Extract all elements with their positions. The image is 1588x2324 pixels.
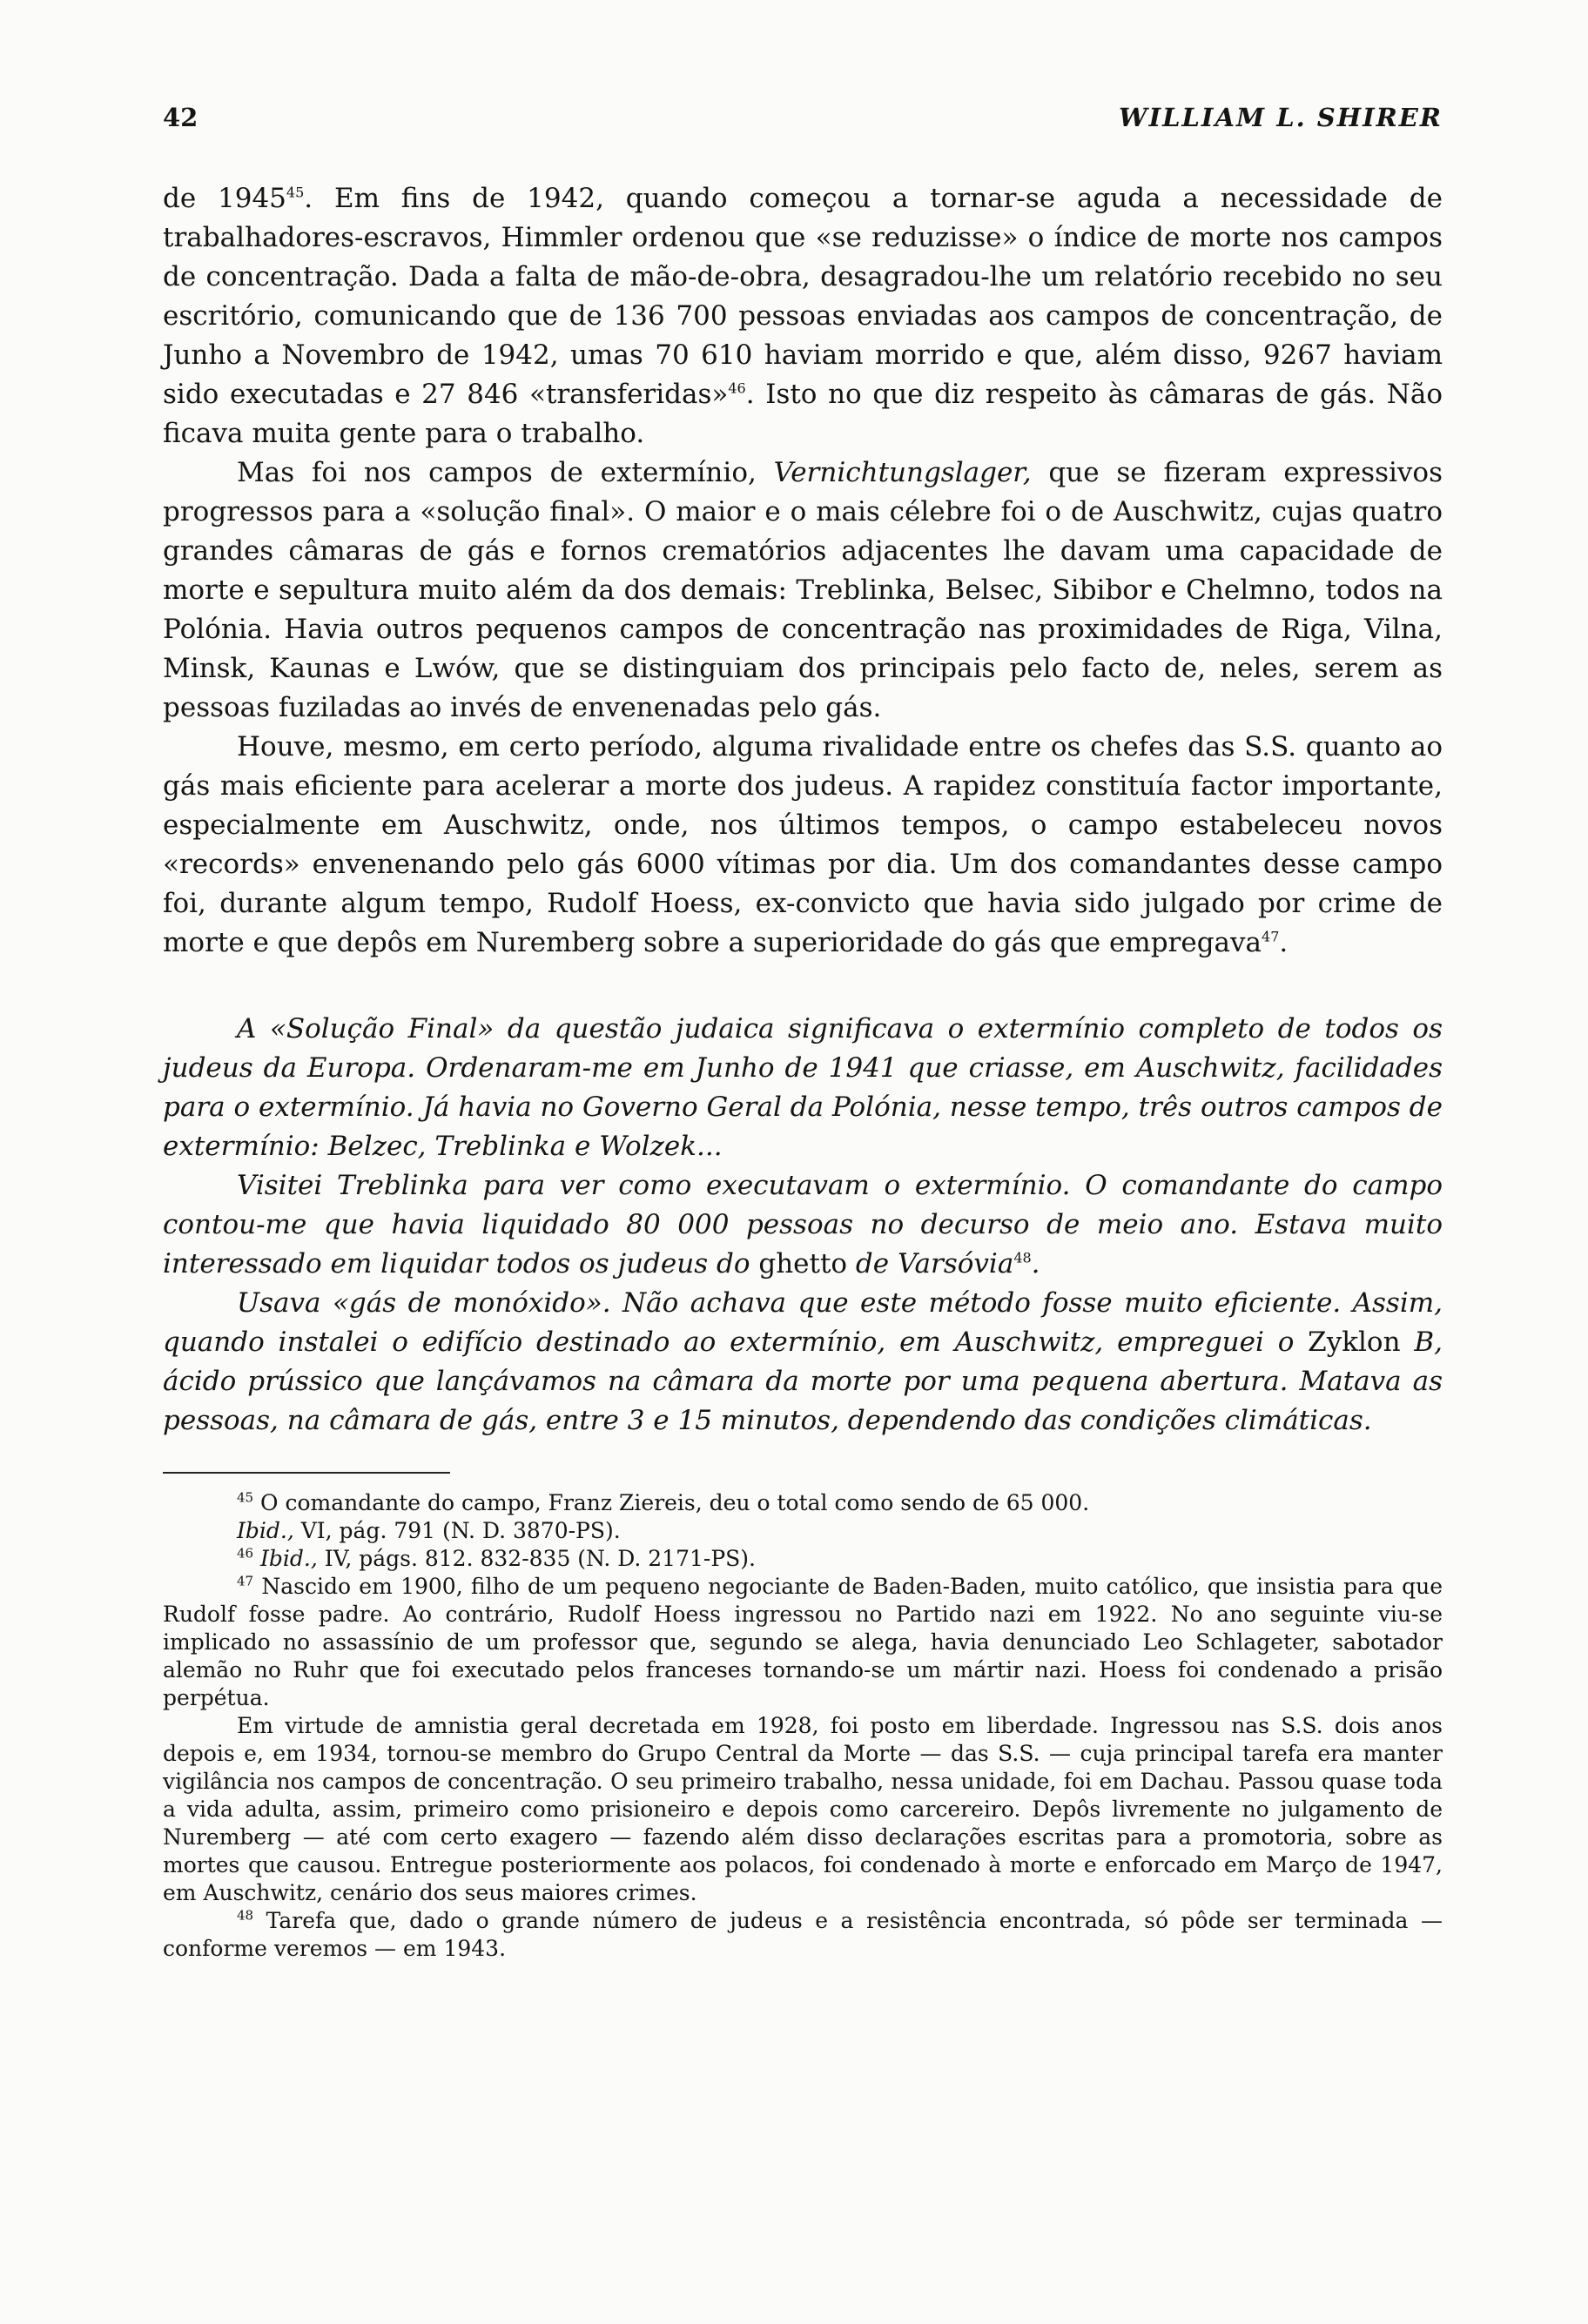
footnote-text: IV, págs. 812. 832-835 (N. D. 2171-PS). — [317, 1546, 756, 1571]
main-text — [163, 179, 1443, 963]
running-head — [163, 103, 1443, 132]
footnote-text: VI, pág. 791 (N. D. 3870-PS). — [293, 1518, 621, 1543]
paragraph-text: . Em fins de 1942, quando começou a tornar-se aguda a necessidade de trabalhadores-escravos, Himmler ordenou que «se reduzisse» o índice de morte nos campos de concentração. Dada a falta de mão-de-obra, desagradou-lhe um relatório recebido no seu escritório, comunicando que de 136 700 pessoas enviadas aos campos de concentração, de Junho a Novembro de 1942, umas 70 610 haviam morrido e que, além disso, 9267 haviam sido executadas e 27 846 «transferidas» — [163, 183, 1443, 410]
quote-ghetto-word: ghetto — [758, 1248, 848, 1280]
footnote-ref-45: 45 — [286, 184, 305, 201]
footnote-text: O comandante do campo, Franz Ziereis, deu o total como sendo de 65 000. — [253, 1490, 1090, 1515]
paragraph-text: Houve, mesmo, em certo período, alguma rivalidade entre os chefes das S.S. quanto ao gás mais eficiente para acelerar a morte dos judeus. A rapidez constituía factor importante, especialmente em Auschwitz, onde, nos últimos tempos, o campo estabeleceu novos «records» envenenando pelo gás 6000 vítimas por dia. Um dos comandantes desse campo foi, durante algum tempo, Rudolf Hoess, ex-convicto que havia sido julgado por crime de morte e que depôs em Nuremberg sobre a superioridade do gás que empregava — [163, 731, 1443, 958]
footnote-ref-46: 46 — [728, 379, 746, 397]
footnote-text: Nascido em 1900, filho de um pequeno negociante de Baden-Baden, muito católico, que insistia para que Rudolf fosse padre. Ao contrário, Rudolf Hoess ingressou no Partido nazi em 1922. No ano seguinte viu-se implicado no assassínio de um professor que, segundo se alega, havia denunciado Leo Schlageter, sabotador alemão no Ruhr que foi executado pelos franceses tornando-se um mártir nazi. Hoess foi condenado a prisão perpétua. — [163, 1574, 1443, 1710]
footnote-45 — [163, 1489, 1443, 1517]
paragraph-text: de 1945 — [163, 183, 286, 214]
quote-text: de Varsóvia — [847, 1248, 1014, 1280]
quote-paragraph-3 — [163, 1284, 1443, 1441]
ibid-abbrev: Ibid., — [237, 1518, 294, 1543]
footnotes — [163, 1489, 1443, 1963]
paragraph-text: Mas foi nos campos de extermínio, — [237, 457, 774, 488]
ibid-abbrev: Ibid., — [260, 1546, 318, 1571]
quote-text: Usava «gás de monóxido». Não achava que este método fosse muito eficiente. Assim, quando instalei o edifício destinado ao extermínio, em Auschwitz, empreguei o — [163, 1287, 1443, 1358]
page-number: 42 — [163, 103, 198, 132]
paragraph-text: . — [1279, 927, 1289, 958]
book-page — [163, 103, 1443, 1963]
quote-zyklon-word: Zyklon — [1308, 1327, 1401, 1358]
footnote-number: 47 — [237, 1573, 254, 1589]
paragraph-3 — [163, 728, 1443, 963]
footnote-46 — [163, 1545, 1443, 1573]
footnote-divider — [163, 1472, 450, 1474]
footnote-number: 46 — [237, 1545, 254, 1562]
footnote-48 — [163, 1907, 1443, 1963]
footnote-text: Tarefa que, dado o grande número de judeus e a resistência encontrada, só pôde ser terminada — conforme veremos — em 1943. — [163, 1908, 1443, 1961]
paragraph-text: que se fizeram expressivos progressos para a «solução final». O maior e o mais célebre foi o de Auschwitz, cujas quatro grandes câmaras de gás e fornos crematórios adjacentes lhe davam uma capacidade de morte e sepultura muito além da dos demais: Treblinka, Belsec, Sibibor e Chelmno, todos na Polónia. Havia outros pequenos campos de concentração nas proximidades de Riga, Vilna, Minsk, Kaunas e Lwów, que se distinguiam dos principais pelo facto de, neles, serem as pessoas fuziladas ao invés de envenenadas pelo gás. — [163, 457, 1443, 723]
quote-text: B, ácido prússico que lançávamos na câmara da morte por uma pequena abertura. Matava as pessoas, na câmara de gás, entre 3 e 15 minutos, dependendo das condições climáticas. — [163, 1327, 1443, 1436]
block-quote — [163, 1010, 1443, 1441]
footnote-47 — [163, 1573, 1443, 1712]
paragraph-2 — [163, 453, 1443, 728]
quote-text: Visitei Treblinka para ver como executavam o extermínio. O comandante do campo contou-me que havia liquidado 80 000 pessoas no decurso de meio ano. Estava muito interessado em liquidar todos os judeus do — [163, 1170, 1443, 1280]
footnote-number: 48 — [237, 1907, 254, 1924]
quote-paragraph-2 — [163, 1166, 1443, 1284]
footnote-ref-48: 48 — [1013, 1249, 1032, 1266]
paragraph-1 — [163, 179, 1443, 453]
footnote-45-continued — [163, 1517, 1443, 1545]
paragraph-text: . Isto no que diz respeito às câmaras de gás. Não ficava muita gente para o trabalho. — [163, 379, 1443, 449]
running-head-author: WILLIAM L. SHIRER — [1119, 103, 1443, 132]
quote-text: . — [1031, 1248, 1040, 1280]
footnote-ref-47: 47 — [1262, 928, 1280, 945]
german-term: Vernichtungslager, — [773, 457, 1032, 488]
quote-paragraph-1: A «Solução Final» da questão judaica significava o extermínio completo de todos os judeus da Europa. Ordenaram-me em Junho de 1941 que criasse, em Auschwitz, facilidades para o extermínio. Já havia no Governo Geral da Polónia, nesse tempo, três outros campos de extermínio: Belzec, Treblinka e Wolzek... — [163, 1013, 1443, 1162]
footnote-number: 45 — [237, 1489, 254, 1506]
footnote-47-continued: Em virtude de amnistia geral decretada em 1928, foi posto em liberdade. Ingressou nas S.S. dois anos depois e, em 1934, tornou-se membro do Grupo Central da Morte — das S.S. — cuja principal tarefa era manter vigilância nos campos de concentração. O seu primeiro trabalho, nessa unidade, foi em Dachau. Passou quase toda a vida adulta, assim, primeiro como prisioneiro e depois como carcereiro. Depôs livremente no julgamento de Nuremberg — até com certo exagero — fazendo além disso declarações escritas para a promotoria, sobre as mortes que causou. Entregue posteriormente aos polacos, foi condenado à morte e enforcado em Março de 1947, em Auschwitz, cenário dos seus maiores crimes. — [163, 1713, 1443, 1905]
